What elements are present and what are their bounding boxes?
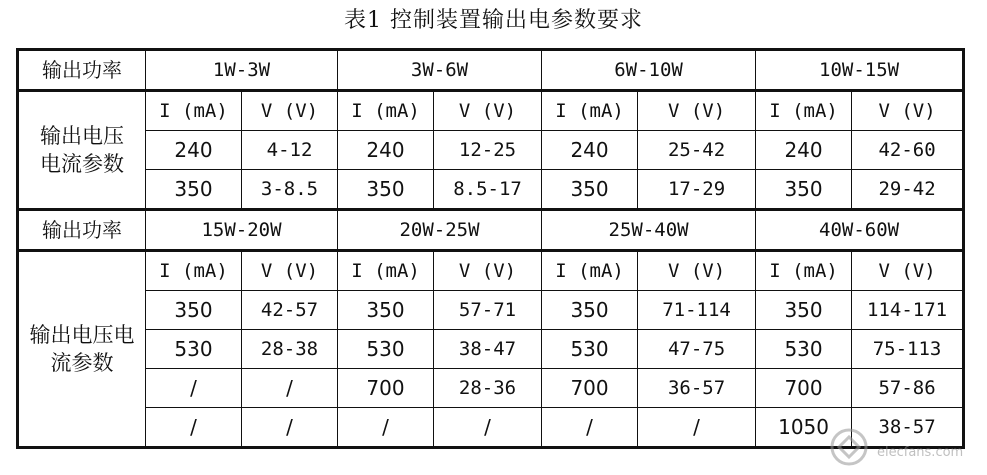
table-cell: 240 bbox=[146, 131, 242, 170]
table-cell: / bbox=[146, 408, 242, 448]
table-cell: 8.5-17 bbox=[434, 170, 542, 210]
table-cell: 42-57 bbox=[242, 291, 338, 330]
table-cell: 240 bbox=[338, 131, 434, 170]
table-cell: 71-114 bbox=[638, 291, 756, 330]
table-cell: 57-71 bbox=[434, 291, 542, 330]
power-range: 15W-20W bbox=[146, 210, 338, 251]
current-header: I (mA) bbox=[542, 91, 638, 131]
table-cell: 700 bbox=[756, 369, 852, 408]
table-cell: 530 bbox=[756, 330, 852, 369]
table-cell: 38-47 bbox=[434, 330, 542, 369]
table-cell: 1050 bbox=[756, 408, 852, 448]
voltage-header: V (V) bbox=[242, 91, 338, 131]
current-header: I (mA) bbox=[146, 251, 242, 291]
table-cell: 350 bbox=[756, 170, 852, 210]
table-row bbox=[18, 369, 964, 408]
table-cell: 350 bbox=[542, 291, 638, 330]
power-label: 输出功率 bbox=[18, 210, 146, 251]
voltage-header: V (V) bbox=[852, 251, 964, 291]
table-row bbox=[18, 131, 964, 170]
table-cell: / bbox=[542, 408, 638, 448]
table-cell: 240 bbox=[542, 131, 638, 170]
table-cell: 350 bbox=[146, 170, 242, 210]
voltage-header: V (V) bbox=[638, 91, 756, 131]
current-header: I (mA) bbox=[756, 251, 852, 291]
table-cell: 350 bbox=[338, 170, 434, 210]
table-cell: 530 bbox=[146, 330, 242, 369]
table-cell: 4-12 bbox=[242, 131, 338, 170]
power-range: 6W-10W bbox=[542, 50, 756, 91]
table-cell: 42-60 bbox=[852, 131, 964, 170]
table-cell: 530 bbox=[542, 330, 638, 369]
power-range-row-a bbox=[18, 50, 964, 91]
table-row bbox=[18, 291, 964, 330]
table-cell: 75-113 bbox=[852, 330, 964, 369]
table-cell: 57-86 bbox=[852, 369, 964, 408]
table-cell: 3-8.5 bbox=[242, 170, 338, 210]
table-cell: / bbox=[338, 408, 434, 448]
power-label: 输出功率 bbox=[18, 50, 146, 91]
table-cell: 47-75 bbox=[638, 330, 756, 369]
table-cell: 240 bbox=[756, 131, 852, 170]
table-caption: 表1 控制装置输出电参数要求 bbox=[344, 8, 643, 33]
table-cell: 36-57 bbox=[638, 369, 756, 408]
table-cell: / bbox=[434, 408, 542, 448]
power-range: 10W-15W bbox=[756, 50, 964, 91]
voltage-header: V (V) bbox=[434, 91, 542, 131]
table-row bbox=[18, 330, 964, 369]
table-cell: 17-29 bbox=[638, 170, 756, 210]
power-range: 25W-40W bbox=[542, 210, 756, 251]
voltage-header: V (V) bbox=[434, 251, 542, 291]
table-cell: 38-57 bbox=[852, 408, 964, 448]
power-range: 1W-3W bbox=[146, 50, 338, 91]
table-cell: 25-42 bbox=[638, 131, 756, 170]
voltage-header: V (V) bbox=[638, 251, 756, 291]
table-cell: 28-36 bbox=[434, 369, 542, 408]
table-cell: / bbox=[638, 408, 756, 448]
current-header: I (mA) bbox=[756, 91, 852, 131]
current-header: I (mA) bbox=[338, 91, 434, 131]
power-range: 40W-60W bbox=[756, 210, 964, 251]
table-cell: 350 bbox=[146, 291, 242, 330]
table-cell: 12-25 bbox=[434, 131, 542, 170]
table-cell: 700 bbox=[338, 369, 434, 408]
power-range: 3W-6W bbox=[338, 50, 542, 91]
table-cell: 700 bbox=[542, 369, 638, 408]
table-cell: 114-171 bbox=[852, 291, 964, 330]
table-cell: 350 bbox=[542, 170, 638, 210]
table-cell: 29-42 bbox=[852, 170, 964, 210]
table-cell: / bbox=[242, 369, 338, 408]
voltage-header: V (V) bbox=[852, 91, 964, 131]
params-label: 输出电压电流参数 bbox=[18, 91, 146, 210]
params-label: 输出电压电流参数 bbox=[18, 251, 146, 448]
table-cell: 28-38 bbox=[242, 330, 338, 369]
table-row bbox=[18, 408, 964, 448]
table-cell: 350 bbox=[338, 291, 434, 330]
table-cell: / bbox=[146, 369, 242, 408]
table-row bbox=[18, 170, 964, 210]
table-cell: / bbox=[242, 408, 338, 448]
current-header: I (mA) bbox=[542, 251, 638, 291]
current-header: I (mA) bbox=[338, 251, 434, 291]
watermark-text: elecfans.com bbox=[877, 445, 964, 460]
output-parameters-table bbox=[16, 48, 965, 449]
table-cell: 350 bbox=[756, 291, 852, 330]
voltage-header: V (V) bbox=[242, 251, 338, 291]
power-range: 20W-25W bbox=[338, 210, 542, 251]
table-cell: 530 bbox=[338, 330, 434, 369]
sub-header-row-b bbox=[18, 251, 964, 291]
current-header: I (mA) bbox=[146, 91, 242, 131]
sub-header-row-a bbox=[18, 91, 964, 131]
power-range-row-b bbox=[18, 210, 964, 251]
